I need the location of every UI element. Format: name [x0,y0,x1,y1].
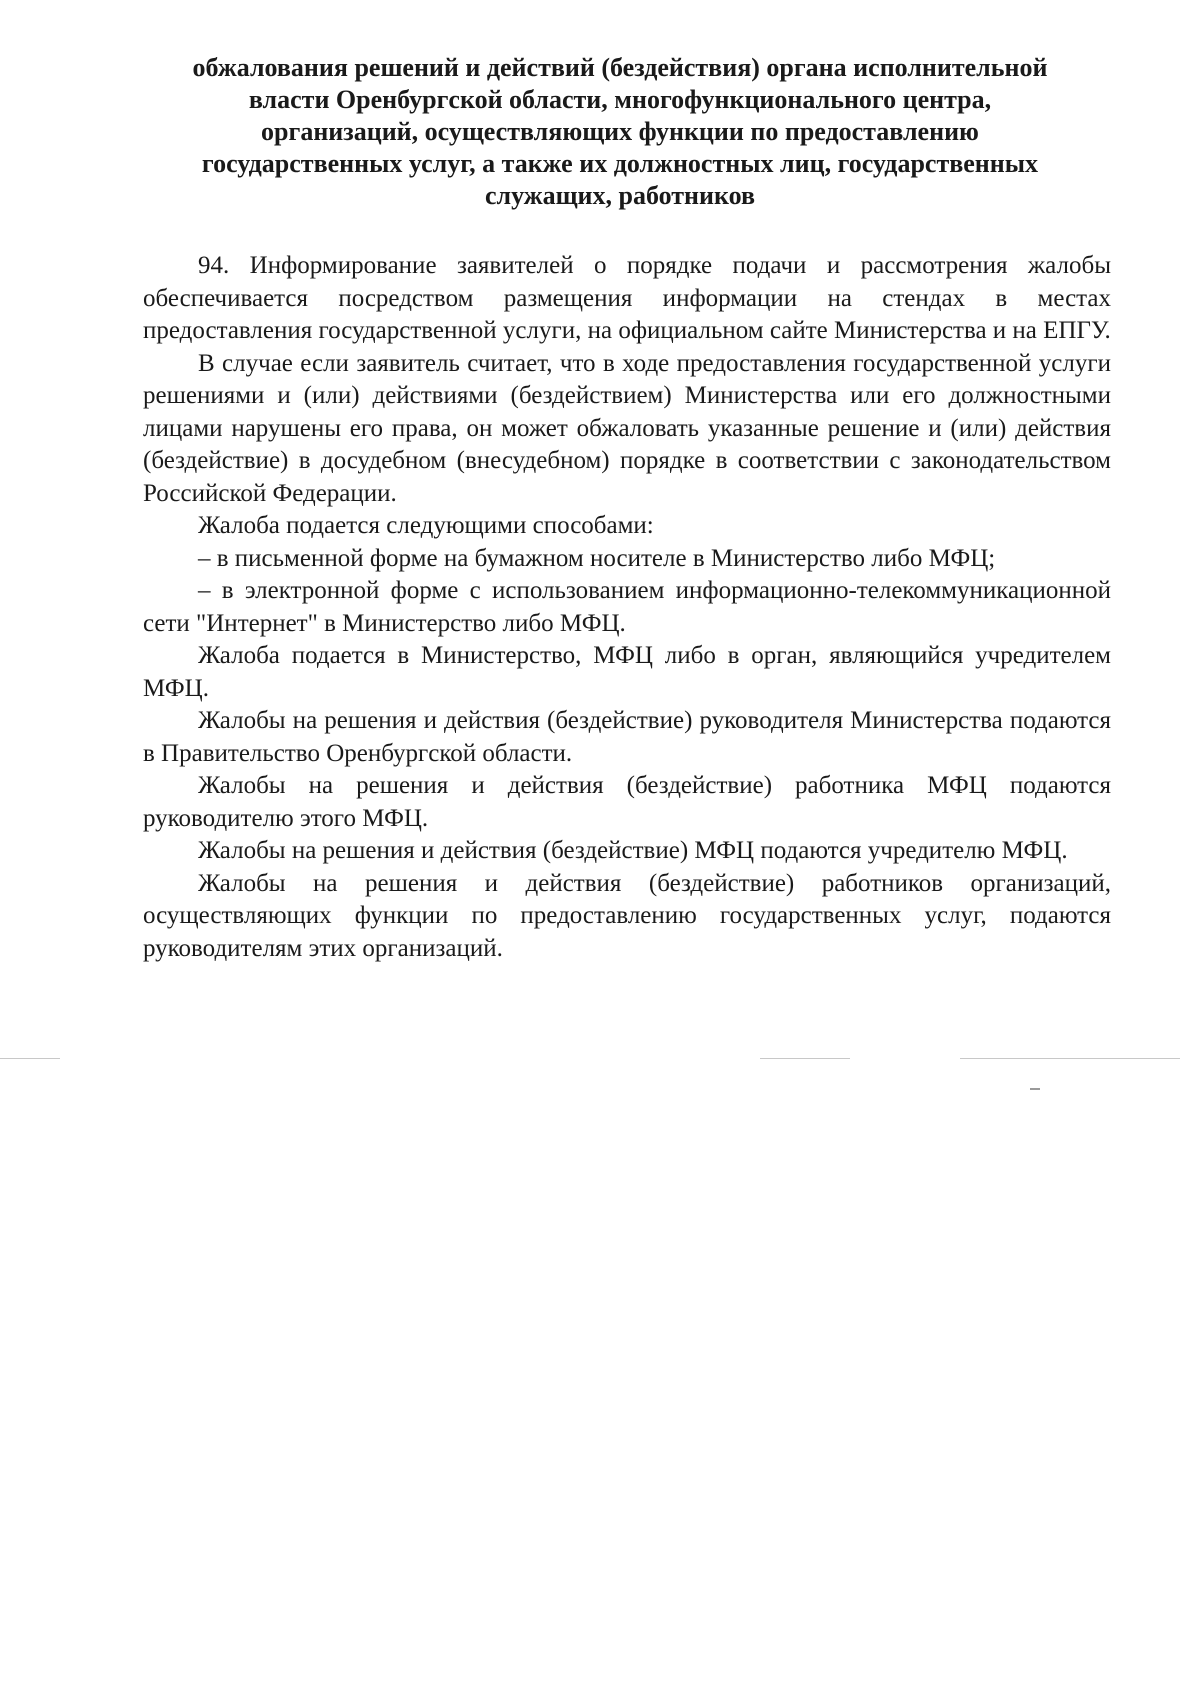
scan-artifact-line [0,1058,60,1059]
paragraph-where-submitted: Жалоба подается в Министерство, МФЦ либо в орган, являющийся учредителем МФЦ. [143,642,1111,702]
heading-line: государственных услуг, а также их должностных лиц, государственных [201,149,1039,178]
list-item-electronic-form: – в электронной форме с использованием информационно-телекоммуникационной сети "Интернет" в Министерство либо МФЦ. [143,577,1111,637]
heading-line: власти Оренбургской области, многофункционального центра, [248,85,992,114]
scan-artifact-mark [1030,1088,1040,1090]
body-text [143,250,1111,965]
paragraph-mfc: Жалобы на решения и действия (бездействие) МФЦ подаются учредителю МФЦ. [198,837,1068,864]
paragraph-appeal-right: В случае если заявитель считает, что в ходе предоставления государственной услуги решениями и (или) действиями (бездействием) Министерства или его должностными лицами нарушены его права, он может обжаловать указанные решение и (или) действия (бездействие) в досудебном (внесудебном) порядке в соответствии с законодательством Российской Федерации. [143,349,1111,507]
heading-line: служащих, работников [484,181,756,210]
scan-artifact-line [760,1058,850,1059]
heading-line: обжалования решений и действий (бездействия) органа исполнительной [192,53,1048,82]
scan-artifact-line [960,1058,1180,1059]
paragraph-94: 94. Информирование заявителей о порядке подачи и рассмотрения жалобы обеспечивается посредством размещения информации на стендах в местах предоставления государственной услуги, на официальном сайте Министерства и на ЕПГУ. [143,252,1111,344]
paragraph-mfc-worker: Жалобы на решения и действия (бездействие) работника МФЦ подаются руководителю этого МФЦ. [143,772,1111,832]
paragraph-methods-intro: Жалоба подается следующими способами: [198,512,654,539]
paragraph-organizations: Жалобы на решения и действия (бездействие) работников организаций, осуществляющих функции по предоставлению государственных услуг, подаются руководителям этих организаций. [143,869,1111,962]
section-heading [150,52,1090,212]
list-item-paper-form: – в письменной форме на бумажном носителе в Министерство либо МФЦ; [198,544,996,572]
paragraph-ministry-head: Жалобы на решения и действия (бездействие) руководителя Министерства подаются в Правительство Оренбургской области. [143,707,1111,767]
heading-line: организаций, осуществляющих функции по предоставлению [261,117,979,146]
